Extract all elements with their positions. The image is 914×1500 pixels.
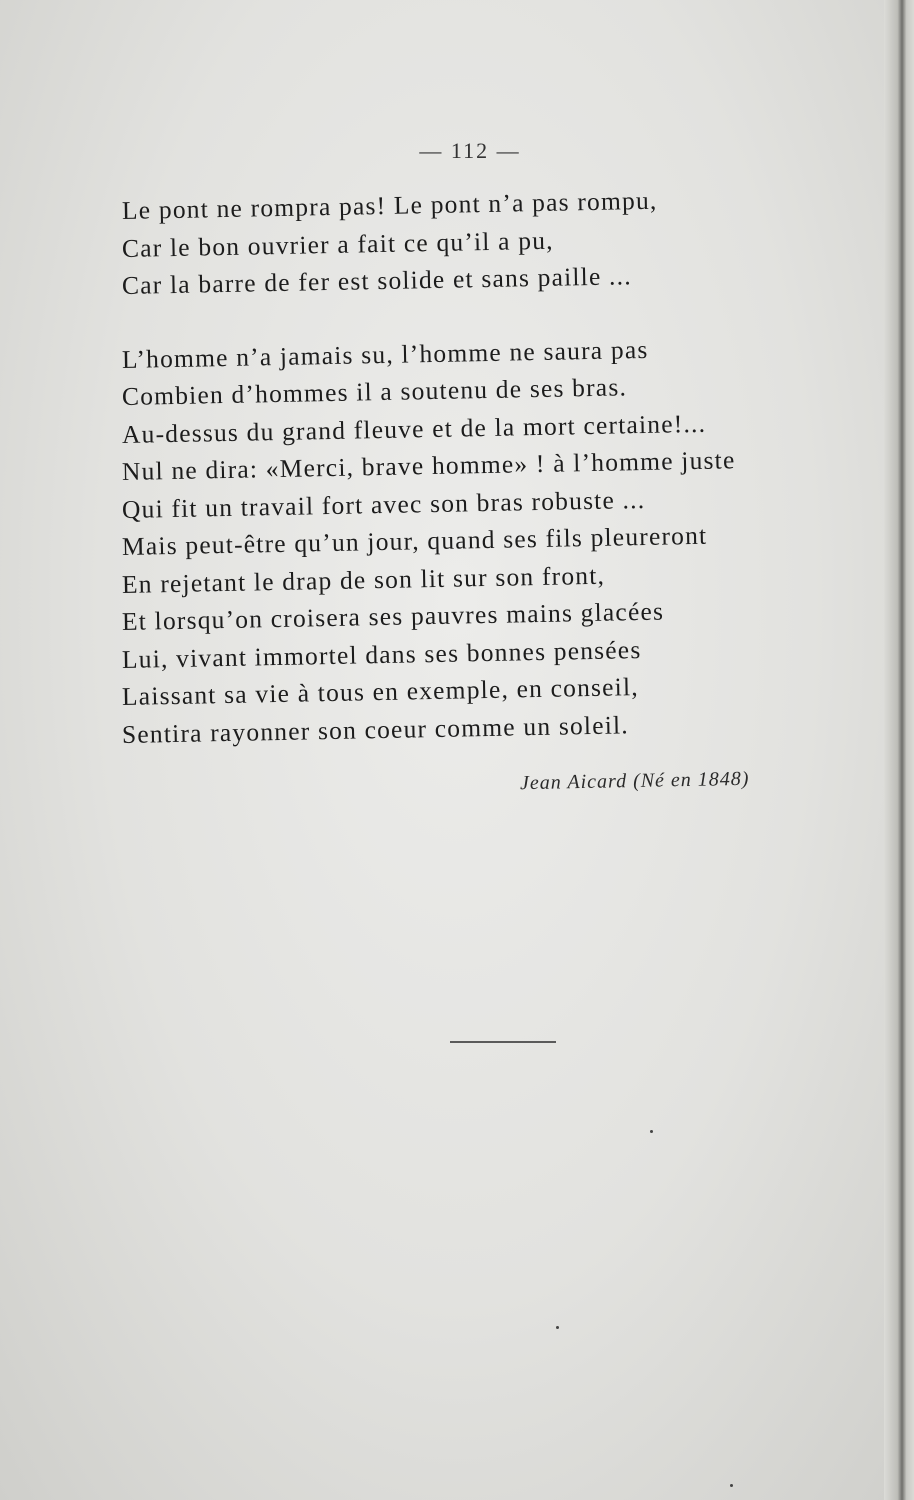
stanza-2 (121, 334, 882, 754)
poem-line: Car le bon ouvrier a fait ce qu’il a pu, (121, 225, 554, 263)
author-attribution: Jean Aicard (Né en 1848) (519, 767, 750, 795)
poem-line: Car la barre de fer est solide et sans paille ... (121, 261, 633, 300)
book-spine-shadow (884, 0, 914, 1500)
paper-speck (556, 1326, 559, 1329)
poem-line: Sentira rayonner son coeur comme un soleil. (121, 709, 630, 749)
poem-line: Lui, vivant immortel dans ses bonnes pensées (121, 634, 642, 674)
page-number: — 112 — (419, 138, 521, 163)
poem-line: Et lorsqu’on croisera ses pauvres mains glacées (121, 596, 665, 636)
poem (121, 185, 882, 753)
section-divider (450, 1041, 556, 1043)
poem-line: Combien d’hommes il a soutenu de ses bras. (121, 372, 628, 411)
paper-speck (650, 1130, 653, 1133)
poem-line: En rejetant le drap de son lit sur son front, (121, 560, 606, 599)
poem-line: Qui fit un travail fort avec son bras robuste ... (121, 484, 646, 524)
paper-speck (730, 1484, 733, 1487)
poem-line: Au-dessus du grand fleuve et de la mort certaine!... (121, 408, 707, 449)
poem-line: Nul ne dira: «Merci, brave homme» ! à l’homme juste (121, 445, 736, 486)
poem-line: L’homme n’a jamais su, l’homme ne saura pas (121, 334, 649, 374)
stanza-1 (121, 185, 882, 305)
poem-line: Le pont ne rompra pas! Le pont n’a pas rompu, (121, 185, 658, 225)
poem-line: Laissant sa vie à tous en exemple, en conseil, (121, 672, 640, 711)
poem-line: Mais peut-être qu’un jour, quand ses fils pleureront (121, 520, 708, 561)
